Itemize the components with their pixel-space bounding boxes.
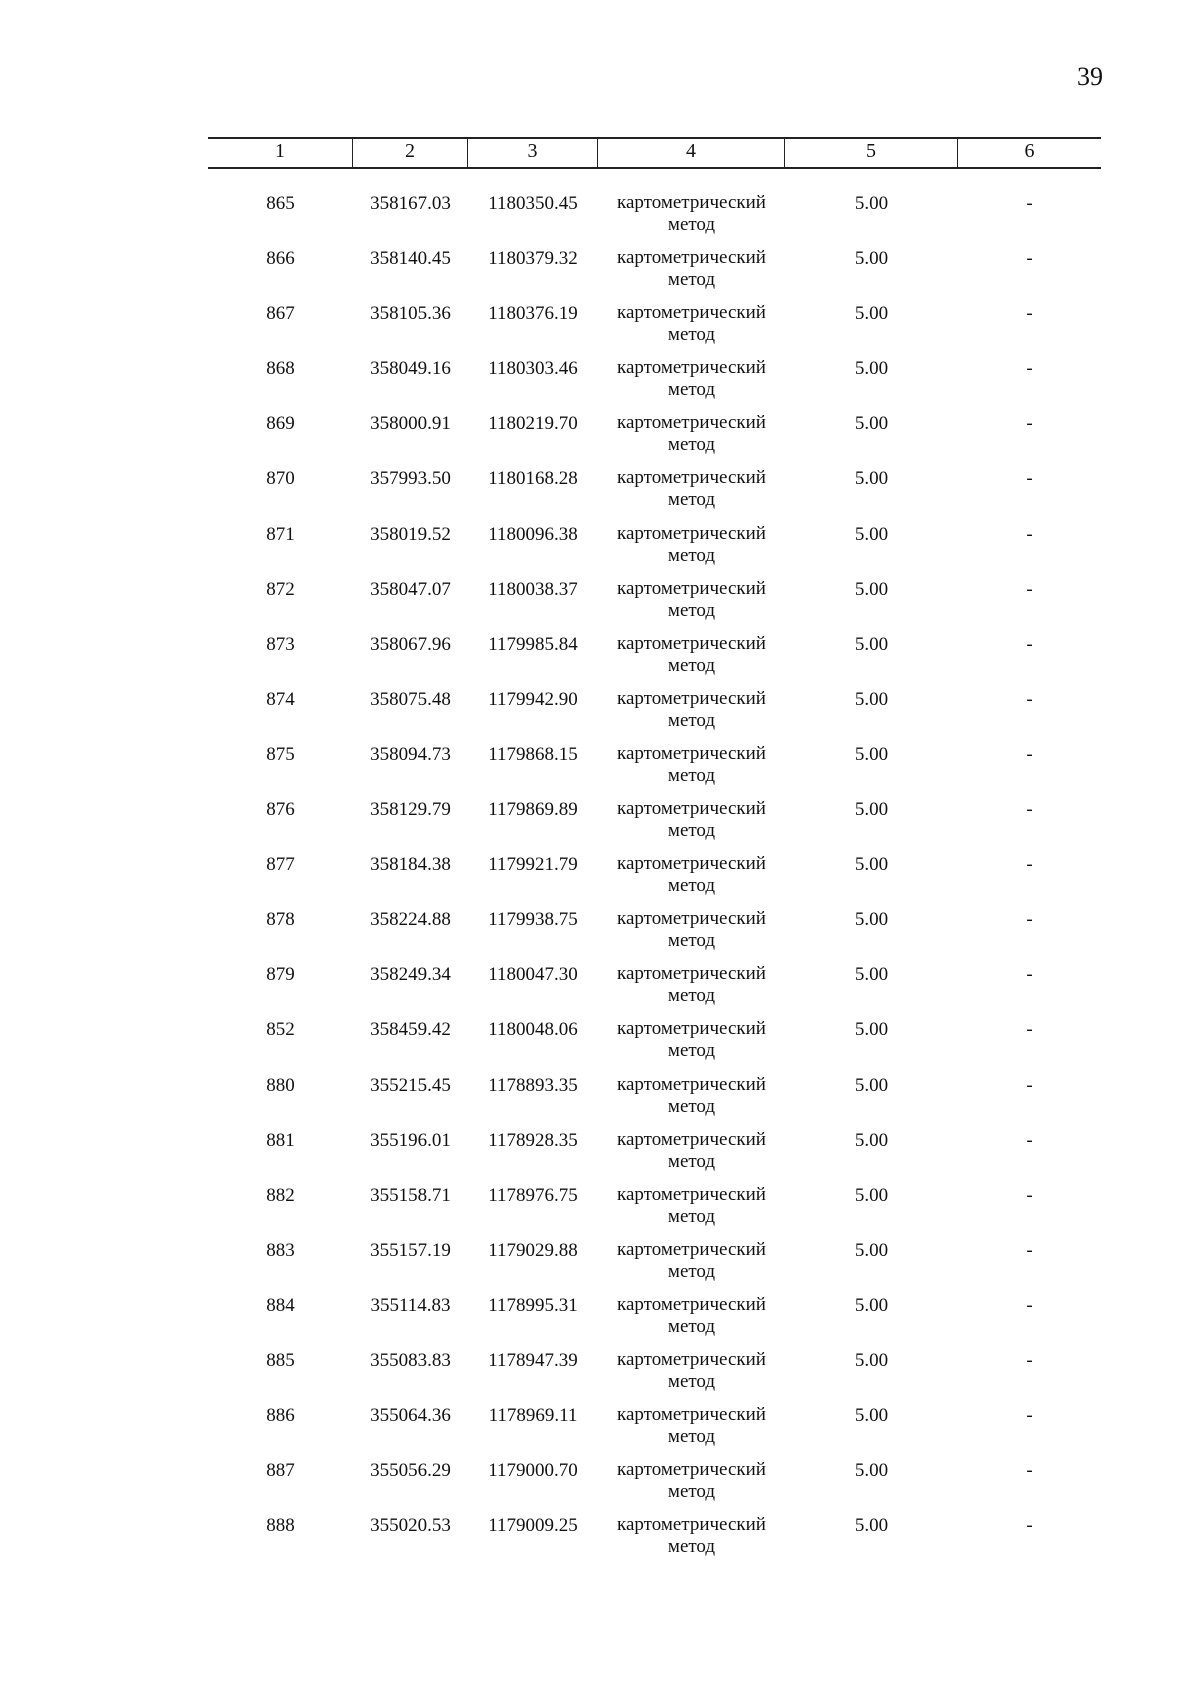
method [598, 412, 785, 467]
accuracy: 5.00 [854, 1019, 889, 1041]
table-row [208, 247, 1101, 302]
method [598, 633, 785, 688]
point-number: 888 [266, 1515, 295, 1537]
method [598, 247, 785, 302]
method [598, 743, 785, 798]
method-line-1: картометрический [617, 798, 766, 820]
point-number: 886 [266, 1405, 295, 1427]
table-row [208, 192, 1101, 247]
point-number: 885 [266, 1349, 295, 1371]
method-line-1: картометрический [617, 357, 766, 379]
method-line-1: картометрический [617, 577, 766, 599]
method-line-1: картометрический [617, 632, 766, 654]
coordinate-y: 1179029.88 [488, 1239, 578, 1261]
method-line-1: картометрический [617, 1348, 766, 1370]
point-number: 870 [266, 468, 295, 490]
accuracy: 5.00 [854, 1460, 889, 1482]
method [598, 798, 785, 853]
method-line-2: метод [667, 434, 716, 456]
note: - [1026, 688, 1033, 710]
table-row [208, 1129, 1101, 1184]
point-number: 871 [266, 523, 295, 545]
coordinate-x: 358105.36 [370, 303, 451, 325]
method [598, 1184, 785, 1239]
note: - [1026, 413, 1033, 435]
coordinate-y: 1179869.89 [488, 799, 578, 821]
coordinate-x: 358249.34 [370, 964, 451, 986]
header-col-2: 2 [353, 139, 468, 167]
table-row [208, 1018, 1101, 1073]
point-number: 876 [266, 799, 295, 821]
coordinate-x: 358019.52 [370, 523, 451, 545]
method-line-1: картометрический [617, 247, 766, 269]
method [598, 688, 785, 743]
method-line-2: метод [667, 269, 716, 291]
accuracy: 5.00 [854, 1129, 889, 1151]
method-line-2: метод [667, 379, 716, 401]
point-number: 875 [266, 743, 295, 765]
method [598, 1129, 785, 1184]
point-number: 882 [266, 1184, 295, 1206]
accuracy: 5.00 [854, 468, 889, 490]
coordinate-y: 1179921.79 [488, 854, 578, 876]
coordinate-x: 358000.91 [370, 413, 451, 435]
note: - [1026, 1405, 1033, 1427]
coordinate-x: 358067.96 [370, 633, 451, 655]
coordinate-x: 358167.03 [370, 193, 451, 214]
coordinate-x: 355196.01 [370, 1129, 451, 1151]
method-line-1: картометрический [617, 467, 766, 489]
point-number: 884 [266, 1294, 295, 1316]
method-line-2: метод [667, 214, 716, 235]
accuracy: 5.00 [854, 909, 889, 931]
method-line-1: картометрический [617, 1293, 766, 1315]
coordinate-y: 1178947.39 [488, 1349, 578, 1371]
method [598, 357, 785, 412]
method [598, 1294, 785, 1349]
point-number: 866 [266, 248, 295, 270]
note: - [1026, 1294, 1033, 1316]
method-line-2: метод [667, 654, 716, 676]
point-number: 880 [266, 1074, 295, 1096]
point-number: 879 [266, 964, 295, 986]
note: - [1026, 909, 1033, 931]
method-line-1: картометрический [617, 1404, 766, 1426]
table-row [208, 743, 1101, 798]
coordinate-x: 358129.79 [370, 799, 451, 821]
method [598, 853, 785, 908]
method-line-2: метод [667, 1260, 716, 1282]
note: - [1026, 1129, 1033, 1151]
table-row [208, 523, 1101, 578]
coordinate-x: 358184.38 [370, 854, 451, 876]
coordinate-y: 1180168.28 [488, 468, 578, 490]
table-row [208, 853, 1101, 908]
method [598, 523, 785, 578]
table-row [208, 1404, 1101, 1459]
accuracy: 5.00 [854, 1184, 889, 1206]
method-line-2: метод [667, 1095, 716, 1117]
method-line-1: картометрический [617, 302, 766, 324]
accuracy: 5.00 [854, 578, 889, 600]
method-line-2: метод [667, 1315, 716, 1337]
method-line-1: картометрический [617, 1238, 766, 1260]
table-row [208, 1294, 1101, 1349]
note: - [1026, 964, 1033, 986]
note: - [1026, 1074, 1033, 1096]
method [598, 1018, 785, 1073]
method [598, 908, 785, 963]
note: - [1026, 578, 1033, 600]
method-line-2: метод [667, 1426, 716, 1448]
point-number: 887 [266, 1460, 295, 1482]
table-row [208, 1349, 1101, 1404]
table-row [208, 1514, 1101, 1569]
method-line-2: метод [667, 599, 716, 621]
coordinate-x: 355020.53 [370, 1515, 451, 1537]
method-line-1: картометрический [617, 742, 766, 764]
accuracy: 5.00 [854, 1405, 889, 1427]
point-number: 878 [266, 909, 295, 931]
coordinate-y: 1178969.11 [488, 1405, 578, 1427]
table-row [208, 633, 1101, 688]
accuracy: 5.00 [854, 688, 889, 710]
coordinate-y: 1179000.70 [488, 1460, 578, 1482]
method [598, 1349, 785, 1404]
point-number: 874 [266, 688, 295, 710]
method-line-2: метод [667, 1536, 716, 1558]
coordinate-y: 1180096.38 [488, 523, 578, 545]
point-number: 883 [266, 1239, 295, 1261]
method-line-1: картометрический [617, 1128, 766, 1150]
method-line-1: картометрический [617, 687, 766, 709]
method [598, 1239, 785, 1294]
coordinate-x: 355064.36 [370, 1405, 451, 1427]
method-line-2: метод [667, 1370, 716, 1392]
method-line-2: метод [667, 820, 716, 842]
header-col-6: 6 [1024, 140, 1035, 162]
note: - [1026, 633, 1033, 655]
coordinate-y: 1178893.35 [488, 1074, 578, 1096]
method [598, 963, 785, 1018]
accuracy: 5.00 [854, 743, 889, 765]
header-col-4: 4 [598, 139, 785, 167]
table-row [208, 578, 1101, 633]
accuracy: 5.00 [854, 1294, 889, 1316]
note: - [1026, 248, 1033, 270]
table-row [208, 412, 1101, 467]
method [598, 192, 785, 247]
accuracy: 5.00 [854, 1349, 889, 1371]
table-row [208, 963, 1101, 1018]
method-line-2: метод [667, 1481, 716, 1503]
coordinate-y: 1179942.90 [488, 688, 578, 710]
point-number: 881 [266, 1129, 295, 1151]
note: - [1026, 193, 1033, 214]
method [598, 302, 785, 357]
table-row [208, 1184, 1101, 1239]
accuracy: 5.00 [854, 248, 889, 270]
method [598, 467, 785, 522]
method-line-2: метод [667, 764, 716, 786]
page-number: 39 [1077, 62, 1103, 91]
method-line-2: метод [667, 1205, 716, 1227]
method-line-2: метод [667, 544, 716, 566]
accuracy: 5.00 [854, 1074, 889, 1096]
header-col-5: 5 [785, 139, 958, 167]
coordinate-x: 355114.83 [370, 1294, 451, 1316]
table-row [208, 1074, 1101, 1129]
coordinate-y: 1178995.31 [488, 1294, 578, 1316]
method-line-1: картометрический [617, 192, 766, 213]
coordinate-y: 1179009.25 [488, 1515, 578, 1537]
coordinate-y: 1178976.75 [488, 1184, 578, 1206]
coordinate-x: 355215.45 [370, 1074, 451, 1096]
table-body [208, 192, 1101, 1569]
point-number: 873 [266, 633, 295, 655]
method-line-1: картометрический [617, 963, 766, 985]
accuracy: 5.00 [854, 799, 889, 821]
method-line-2: метод [667, 1150, 716, 1172]
coordinate-x: 358459.42 [370, 1019, 451, 1041]
coordinate-y: 1180379.32 [488, 248, 578, 270]
note: - [1026, 1349, 1033, 1371]
point-number: 872 [266, 578, 295, 600]
coordinate-x: 358224.88 [370, 909, 451, 931]
coordinate-y: 1179868.15 [488, 743, 578, 765]
note: - [1026, 523, 1033, 545]
method-line-2: метод [667, 324, 716, 346]
note: - [1026, 854, 1033, 876]
coordinate-y: 1179938.75 [488, 909, 578, 931]
accuracy: 5.00 [854, 193, 889, 214]
coordinate-x: 358094.73 [370, 743, 451, 765]
header-col-1: 1 [208, 139, 353, 167]
coordinate-x: 355083.83 [370, 1349, 451, 1371]
note: - [1026, 1460, 1033, 1482]
method-line-1: картометрический [617, 1459, 766, 1481]
note: - [1026, 1184, 1033, 1206]
coordinate-y: 1180303.46 [488, 358, 578, 380]
table-row [208, 798, 1101, 853]
coordinate-x: 358075.48 [370, 688, 451, 710]
table-row [208, 467, 1101, 522]
method-line-1: картометрический [617, 853, 766, 875]
coordinate-y: 1180048.06 [488, 1019, 578, 1041]
method-line-2: метод [667, 1040, 716, 1062]
accuracy: 5.00 [854, 964, 889, 986]
coordinate-y: 1180219.70 [488, 413, 578, 435]
method-line-1: картометрический [617, 1073, 766, 1095]
table-row [208, 357, 1101, 412]
coordinate-x: 355157.19 [370, 1239, 451, 1261]
point-number: 867 [266, 303, 295, 325]
table-row [208, 1459, 1101, 1514]
accuracy: 5.00 [854, 1515, 889, 1537]
point-number: 865 [266, 193, 295, 214]
coordinate-x: 358049.16 [370, 358, 451, 380]
method [598, 1459, 785, 1514]
note: - [1026, 468, 1033, 490]
method-line-1: картометрический [617, 1018, 766, 1040]
method-line-2: метод [667, 489, 716, 511]
point-number: 868 [266, 358, 295, 380]
coordinate-x: 357993.50 [370, 468, 451, 490]
accuracy: 5.00 [854, 854, 889, 876]
coordinate-y: 1180047.30 [488, 964, 578, 986]
accuracy: 5.00 [854, 303, 889, 325]
coordinate-y: 1180350.45 [488, 193, 578, 214]
coordinate-x: 355158.71 [370, 1184, 451, 1206]
method [598, 1404, 785, 1459]
note: - [1026, 1239, 1033, 1261]
table-row [208, 908, 1101, 963]
coordinate-y: 1178928.35 [488, 1129, 578, 1151]
table-row [208, 688, 1101, 743]
coordinate-y: 1180376.19 [488, 303, 578, 325]
coordinate-x: 358047.07 [370, 578, 451, 600]
coordinate-x: 355056.29 [370, 1460, 451, 1482]
table-row [208, 302, 1101, 357]
note: - [1026, 799, 1033, 821]
header-col-3: 3 [468, 139, 598, 167]
method [598, 1514, 785, 1569]
coordinate-y: 1180038.37 [488, 578, 578, 600]
accuracy: 5.00 [854, 413, 889, 435]
note: - [1026, 1515, 1033, 1537]
method-line-1: картометрический [617, 412, 766, 434]
accuracy: 5.00 [854, 523, 889, 545]
table-row [208, 1239, 1101, 1294]
method-line-1: картометрический [617, 522, 766, 544]
method-line-2: метод [667, 930, 716, 952]
point-number: 877 [266, 854, 295, 876]
method [598, 1074, 785, 1129]
accuracy: 5.00 [854, 358, 889, 380]
method-line-1: картометрический [617, 908, 766, 930]
accuracy: 5.00 [854, 1239, 889, 1261]
method-line-2: метод [667, 985, 716, 1007]
method-line-1: картометрический [617, 1183, 766, 1205]
method [598, 578, 785, 633]
note: - [1026, 1019, 1033, 1041]
note: - [1026, 743, 1033, 765]
method-line-1: картометрический [617, 1514, 766, 1536]
accuracy: 5.00 [854, 633, 889, 655]
note: - [1026, 303, 1033, 325]
method-line-2: метод [667, 875, 716, 897]
method-line-2: метод [667, 709, 716, 731]
note: - [1026, 358, 1033, 380]
point-number: 852 [266, 1019, 295, 1041]
table-header [208, 137, 1101, 169]
point-number: 869 [266, 413, 295, 435]
coordinate-x: 358140.45 [370, 248, 451, 270]
coordinate-y: 1179985.84 [488, 633, 578, 655]
